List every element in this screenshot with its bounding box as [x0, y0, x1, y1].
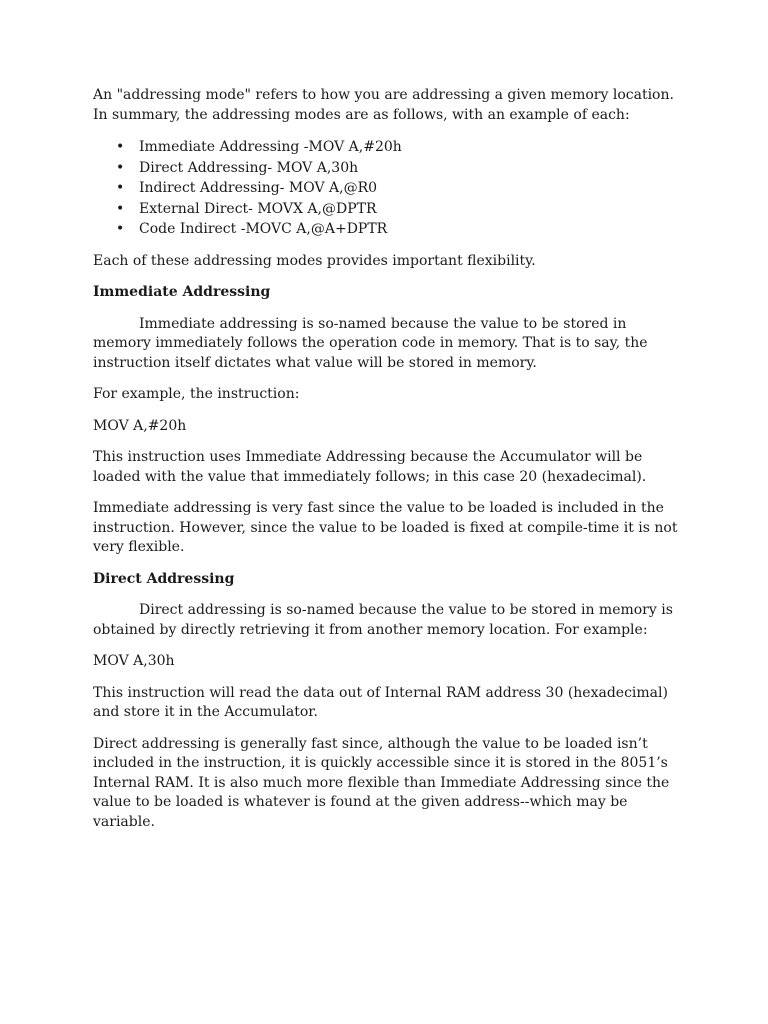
immediate-paragraph-3: This instruction uses Immediate Addressing because the Accumulator will be loaded with the value that immediately follows; in this case 20 (hexadecimal).: [93, 449, 647, 485]
direct-paragraph-1: Direct addressing is so-named because the value to be stored in memory is obtained by directly retrieving it from another memory location. For example:: [93, 602, 673, 638]
bullet-icon: •: [116, 159, 125, 176]
direct-paragraph-2: This instruction will read the data out of Internal RAM address 30 (hexadecimal) and store it in the Accumulator.: [93, 684, 668, 720]
addressing-modes-list: [93, 137, 683, 240]
list-item: • Immediate Addressing -MOV A,#20h: [93, 137, 683, 158]
immediate-paragraph-4: Immediate addressing is very fast since the value to be loaded is included in the instruction. However, since the value to be loaded is fixed at compile-time it is not very flexible.: [93, 500, 678, 555]
bullet-icon: •: [116, 139, 125, 155]
direct-code-example: MOV A,30h: [93, 653, 175, 669]
bullet-icon: •: [116, 221, 125, 237]
list-item: • External Direct- MOVX A,@DPTR: [93, 199, 683, 220]
bullet-icon: •: [116, 180, 125, 196]
flexibility-paragraph: Each of these addressing modes provides important flexibility.: [93, 252, 536, 269]
list-item: • Code Indirect -MOVC A,@A+DPTR: [93, 219, 683, 240]
direct-paragraph-3: Direct addressing is generally fast since, although the value to be loaded isn’t included in the instruction, it is quickly accessible since it is stored in the 8051’s Internal RAM. It is also much more flexible than Immediate Addressing since the value to be loaded is whatever is found at the given address--which may be variable.: [93, 735, 670, 830]
immediate-paragraph-2: For example, the instruction:: [93, 386, 300, 402]
bullet-icon: •: [116, 200, 125, 217]
list-item: • Indirect Addressing- MOV A,@R0: [93, 178, 683, 199]
immediate-paragraph-1: Immediate addressing is so-named because the value to be stored in memory immediately follows the operation code in memory. That is to say, the instruction itself dictates what value will be stored in memory.: [93, 315, 648, 371]
immediate-addressing-heading: Immediate Addressing: [93, 284, 271, 300]
immediate-code-example: MOV A,#20h: [93, 417, 187, 434]
list-item: • Direct Addressing- MOV A,30h: [93, 158, 683, 179]
document-page: [93, 86, 683, 844]
intro-paragraph: An "addressing mode" refers to how you are addressing a given memory location. In summary, the addressing modes are as follows, with an example of each:: [93, 87, 674, 123]
direct-addressing-heading: Direct Addressing: [93, 570, 235, 587]
